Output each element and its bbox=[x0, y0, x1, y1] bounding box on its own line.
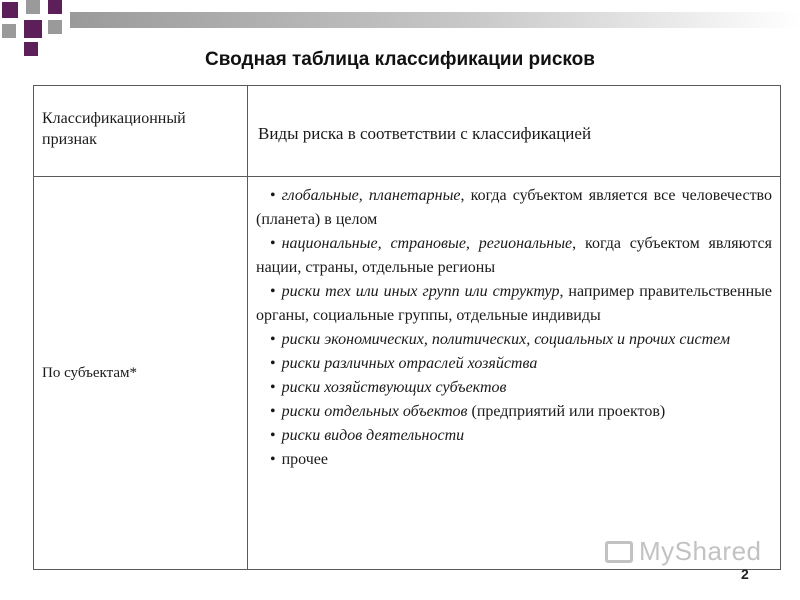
bullet-icon: • bbox=[270, 235, 276, 252]
bullet-icon: • bbox=[270, 379, 276, 396]
myshared-logo-icon bbox=[605, 541, 633, 563]
bullet-icon: • bbox=[270, 403, 276, 420]
deco-square bbox=[48, 0, 62, 14]
header-cell-types bbox=[248, 86, 781, 177]
bullet-icon: • bbox=[270, 331, 276, 348]
table-row bbox=[34, 177, 781, 570]
decorative-gradient-bar bbox=[70, 12, 800, 28]
list-item: • риски видов деятельности bbox=[270, 427, 465, 444]
table-header-row bbox=[34, 86, 781, 177]
risk-classification-table bbox=[33, 85, 781, 570]
list-item: • прочее bbox=[270, 451, 329, 468]
bullet-icon: • bbox=[270, 427, 276, 444]
bullet-icon: • bbox=[270, 283, 276, 300]
list-item: • национальные, страновые, региональные, когда субъектом являются нации, страны, отдельные регионы bbox=[256, 235, 772, 276]
list-item: • риски хозяйствующих субъектов bbox=[270, 379, 507, 396]
deco-square bbox=[2, 2, 18, 18]
row-label: По субъектам* bbox=[42, 364, 137, 381]
header-types-label: Виды риска в соответствии с классификацией bbox=[258, 124, 592, 143]
bullet-icon: • bbox=[270, 355, 276, 372]
list-item: • риски отдельных объектов (предприятий или проектов) bbox=[270, 403, 666, 420]
risk-types-list bbox=[248, 177, 780, 472]
list-item: • риски экономических, политических, социальных и прочих систем bbox=[270, 331, 731, 348]
deco-square bbox=[2, 24, 16, 38]
page-number: 2 bbox=[741, 566, 749, 582]
header-criterion-label: Классификационный признак bbox=[42, 110, 186, 148]
row-label-cell bbox=[34, 177, 248, 570]
header-cell-criterion bbox=[34, 86, 248, 177]
deco-square bbox=[48, 20, 62, 34]
watermark-text: MyShared bbox=[639, 536, 762, 566]
list-item: • риски различных отраслей хозяйства bbox=[270, 355, 538, 372]
deco-square bbox=[24, 20, 42, 38]
bullet-icon: • bbox=[270, 187, 276, 204]
bullet-icon: • bbox=[270, 451, 276, 468]
row-items-cell bbox=[248, 177, 781, 570]
page-title: Сводная таблица классификации рисков bbox=[205, 49, 595, 70]
myshared-watermark bbox=[605, 536, 762, 567]
list-item: • риски тех или иных групп или структур, например правительственные органы, социальные группы, отдельные индивиды bbox=[256, 283, 773, 324]
list-item: • глобальные, планетарные, когда субъектом является все человечество (планета) в целом bbox=[256, 187, 773, 228]
deco-square bbox=[26, 0, 40, 14]
